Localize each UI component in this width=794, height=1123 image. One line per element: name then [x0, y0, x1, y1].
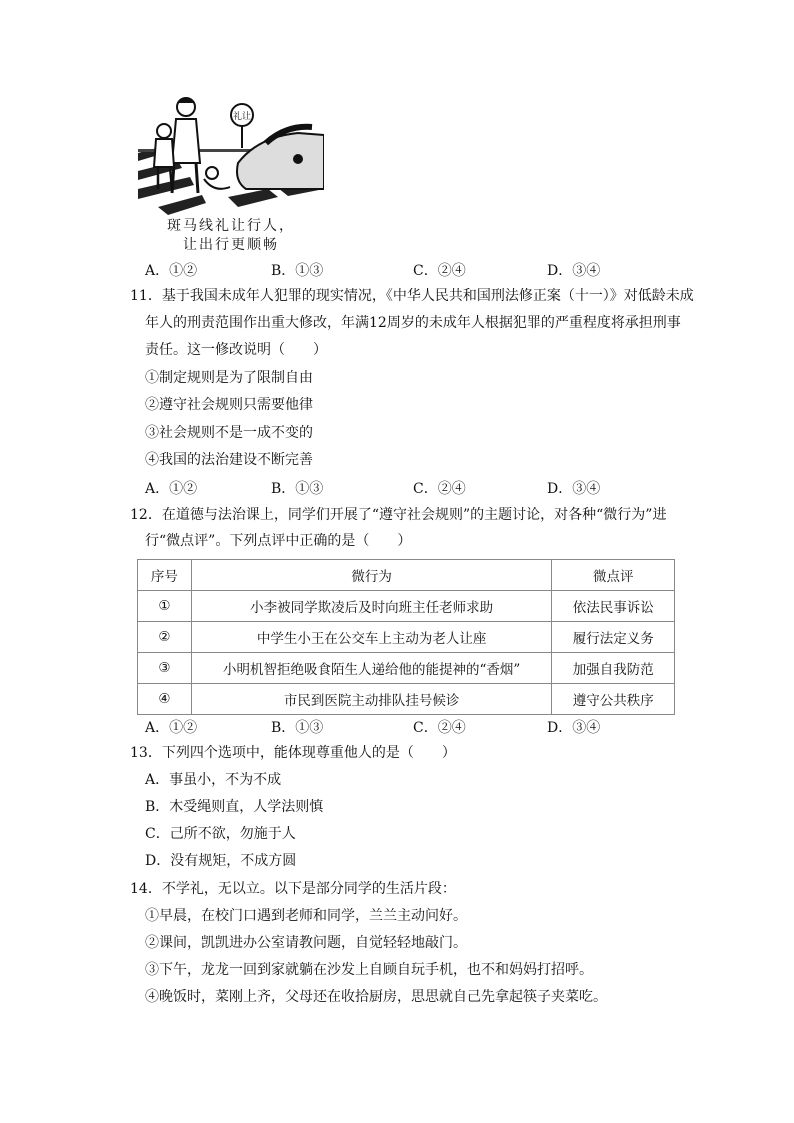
q11-item-4: ④我国的法治建设不断完善 — [145, 452, 313, 468]
q11-option-d[interactable]: D．③④ — [547, 481, 601, 497]
q13-option-b[interactable]: B．木受绳则直，人学法则慎 — [145, 799, 324, 815]
q14-item-4: ④晚饭时，菜刚上齐，父母还在收拾厨房，思思就自己先拿起筷子夹菜吃。 — [145, 989, 607, 1005]
table-cell: 加强自我防范 — [552, 653, 675, 684]
table-cell: 履行法定义务 — [552, 622, 675, 653]
sign-text: 礼让 — [232, 112, 252, 122]
table-cell: ① — [138, 591, 192, 622]
figure-caption-line2: 让出行更顺畅 — [183, 237, 279, 253]
q11-item-1: ①制定规则是为了限制自由 — [145, 370, 313, 386]
q13-stem: 13．下列四个选项中，能体现尊重他人的是（ ） — [130, 745, 456, 761]
table-header-cell: 序号 — [138, 560, 192, 591]
q10-option-c[interactable]: C．②④ — [413, 263, 466, 279]
q14-item-3: ③下午，龙龙一回到家就躺在沙发上自顾自玩手机，也不和妈妈打招呼。 — [145, 962, 593, 978]
q13-option-a[interactable]: A．事虽小，不为不成 — [145, 772, 282, 788]
q11-option-b[interactable]: B．①③ — [271, 481, 324, 497]
q14-stem: 14．不学礼，无以立。以下是部分同学的生活片段： — [130, 881, 456, 897]
q14-item-2: ②课间，凯凯进办公室请教问题，自觉轻轻地敲门。 — [145, 935, 467, 951]
q10-option-b[interactable]: B．①③ — [271, 263, 324, 279]
q11-stem-line3: 责任。这一修改说明（ ） — [145, 342, 327, 358]
q12-stem-line1: 12．在道德与法治课上，同学们开展了“遵守社会规则”的主题讨论，对各种“微行为”进 — [130, 507, 667, 523]
behavior-review-table — [137, 559, 675, 715]
table-cell: 依法民事诉讼 — [552, 591, 675, 622]
q12-stem-line2: 行“微点评”。下列点评中正确的是（ ） — [145, 533, 412, 549]
table-header-row — [138, 560, 675, 591]
table-cell: ④ — [138, 684, 192, 715]
table-cell: 市民到医院主动排队挂号候诊 — [191, 684, 552, 715]
q12-option-d[interactable]: D．③④ — [547, 720, 601, 736]
illustration-image — [138, 93, 324, 215]
q11-option-a[interactable]: A．①② — [145, 481, 198, 497]
q11-item-2: ②遵守社会规则只需要他律 — [145, 397, 313, 413]
q13-option-c[interactable]: C．己所不欲，勿施于人 — [145, 826, 296, 842]
table-header-cell: 微行为 — [191, 560, 552, 591]
q11-option-c[interactable]: C．②④ — [413, 481, 466, 497]
q14-item-1: ①早晨，在校门口遇到老师和同学，兰兰主动问好。 — [145, 908, 467, 924]
q11-stem-line2: 年人的刑责范围作出重大修改，年满12周岁的未成年人根据犯罪的严重程度将承担刑事 — [145, 315, 681, 331]
table-header-cell: 微点评 — [552, 560, 675, 591]
q12-option-a[interactable]: A．①② — [145, 720, 198, 736]
q13-option-d[interactable]: D．没有规矩，不成方圆 — [145, 853, 297, 869]
table-cell: ③ — [138, 653, 192, 684]
table-cell: 小明机智拒绝吸食陌生人递给他的能提神的“香烟” — [191, 653, 552, 684]
q12-option-c[interactable]: C．②④ — [413, 720, 466, 736]
table-row — [138, 622, 675, 653]
table-cell: ② — [138, 622, 192, 653]
q11-item-3: ③社会规则不是一成不变的 — [145, 425, 313, 441]
q10-options — [145, 260, 645, 282]
q11-stem-line1: 11．基于我国未成年人犯罪的现实情况，《中华人民共和国刑法修正案（十一）》对低龄未成 — [130, 288, 694, 304]
q12-option-b[interactable]: B．①③ — [271, 720, 324, 736]
q10-option-d[interactable]: D．③④ — [547, 263, 601, 279]
table-cell: 遵守公共秩序 — [552, 684, 675, 715]
figure-caption-line1: 斑马线礼让行人， — [167, 218, 295, 234]
table-row — [138, 591, 675, 622]
q11-options — [145, 478, 645, 500]
q10-option-a[interactable]: A．①② — [145, 263, 198, 279]
table-row — [138, 684, 675, 715]
q12-options — [145, 717, 645, 739]
table-cell: 中学生小王在公交车上主动为老人让座 — [191, 622, 552, 653]
zebra-crossing-illustration — [138, 93, 324, 253]
table-cell: 小李被同学欺凌后及时向班主任老师求助 — [191, 591, 552, 622]
table-row — [138, 653, 675, 684]
